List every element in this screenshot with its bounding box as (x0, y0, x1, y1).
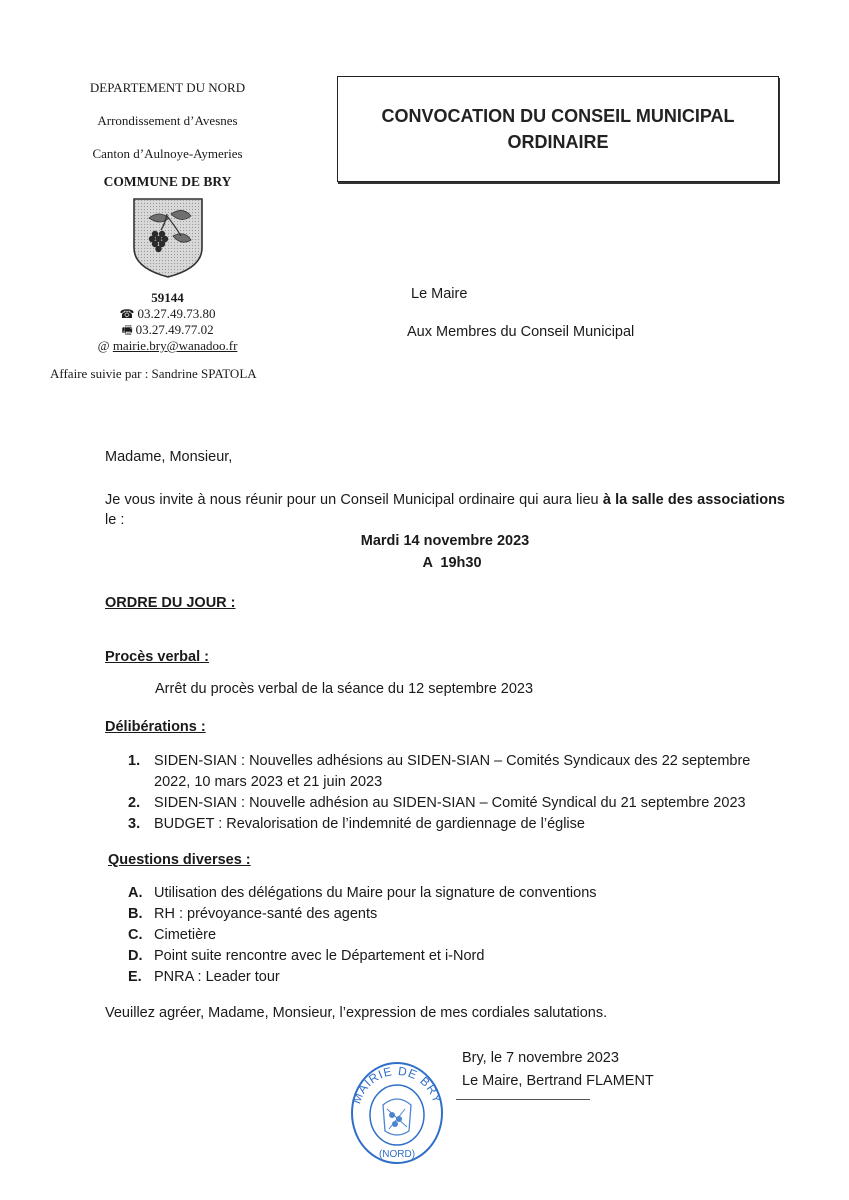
commune-name: COMMUNE DE BRY (103, 174, 232, 189)
telephone-icon: ☎ (119, 307, 135, 321)
official-stamp (347, 1057, 447, 1167)
fax-icon: 🖷 (121, 323, 133, 337)
list-item (128, 925, 788, 946)
case-handler: Affaire suivie par : Sandrine SPATOLA (50, 366, 257, 381)
closing-formula: Veuillez agréer, Madame, Monsieur, l’expression de mes cordiales salutations. (105, 1005, 608, 1021)
title-box (337, 76, 779, 182)
item-letter: D. (128, 948, 143, 964)
list-item (128, 946, 788, 967)
item-number: 3. (128, 816, 141, 832)
item-letter: C. (128, 927, 143, 943)
stamp-text-bottom: (NORD) (378, 1149, 416, 1160)
at-sign: @ (97, 338, 110, 353)
recipients: Aux Membres du Conseil Municipal (407, 324, 635, 340)
list-item (128, 967, 788, 988)
item-text: BUDGET : Revalorisation de l’indemnité de gardiennage de l’église (154, 816, 585, 832)
minutes-item: Arrêt du procès verbal de la séance du 12 septembre 2023 (155, 681, 534, 697)
item-text: SIDEN-SIAN : Nouvelle adhésion au SIDEN-SIAN – Comité Syndical du 21 septembre 2023 (154, 795, 746, 811)
item-text: Cimetière (154, 927, 217, 943)
item-text: PNRA : Leader tour (154, 969, 280, 985)
postal-code: 59144 (151, 290, 184, 305)
fax-number: 03.27.49.77.02 (135, 322, 214, 337)
list-item (128, 751, 788, 793)
list-item (128, 814, 788, 835)
letterhead (40, 78, 295, 354)
item-text: SIDEN-SIAN : Nouvelles adhésions au SIDEN-SIAN – Comités Syndicaux des 22 septembre 2022, 10 mars 2023 et 21 juin 2023 (154, 753, 751, 790)
intro-location: à la salle des associations (602, 492, 785, 508)
canton-name: Canton d’Aulnoye-Aymeries (92, 146, 243, 161)
department-name: DEPARTEMENT DU NORD (89, 80, 246, 95)
item-number: 2. (128, 795, 141, 811)
signature-line (456, 1099, 590, 1100)
item-number: 1. (128, 753, 141, 769)
deliberations-list (128, 751, 788, 835)
coat-of-arms-icon (131, 196, 205, 280)
list-item (128, 904, 788, 925)
email-link[interactable]: mairie.bry@wanadoo.fr (112, 338, 238, 353)
list-item (128, 793, 788, 814)
salutation: Madame, Monsieur, (105, 449, 233, 465)
minutes-section-title: Procès verbal : (105, 649, 209, 665)
place-and-date: Bry, le 7 novembre 2023 (462, 1050, 619, 1066)
questions-list (128, 883, 788, 988)
list-item (128, 883, 788, 904)
item-letter: E. (128, 969, 142, 985)
phone-number: 03.27.49.73.80 (137, 306, 216, 321)
intro-text-2: le : (105, 512, 125, 528)
meeting-time: A 19h30 (422, 555, 482, 571)
questions-section-title: Questions diverses : (108, 852, 251, 868)
title-line-2: ORDINAIRE (507, 132, 609, 152)
intro-text-1: Je vous invite à nous réunir pour un Conseil Municipal ordinaire qui aura lieu (105, 492, 603, 508)
sender: Le Maire (411, 286, 468, 302)
item-letter: B. (128, 906, 143, 922)
stamp-text-top: MAIRIE DE BRY (349, 1063, 445, 1106)
item-text: Point suite rencontre avec le Département et i-Nord (154, 948, 485, 964)
phone-line (40, 306, 295, 322)
signatory: Le Maire, Bertrand FLAMENT (462, 1073, 654, 1089)
deliberations-section-title: Délibérations : (105, 719, 206, 735)
title-line-1: CONVOCATION DU CONSEIL MUNICIPAL (381, 106, 735, 126)
email-line (40, 338, 295, 354)
intro-paragraph (105, 490, 785, 530)
item-text: Utilisation des délégations du Maire pour la signature de conventions (154, 885, 597, 901)
agenda-title: ORDRE DU JOUR : (105, 595, 236, 611)
meeting-date: Mardi 14 novembre 2023 (360, 533, 530, 549)
item-letter: A. (128, 885, 143, 901)
item-text: RH : prévoyance-santé des agents (154, 906, 378, 922)
fax-line (40, 322, 295, 338)
arrondissement-name: Arrondissement d’Avesnes (97, 113, 238, 128)
